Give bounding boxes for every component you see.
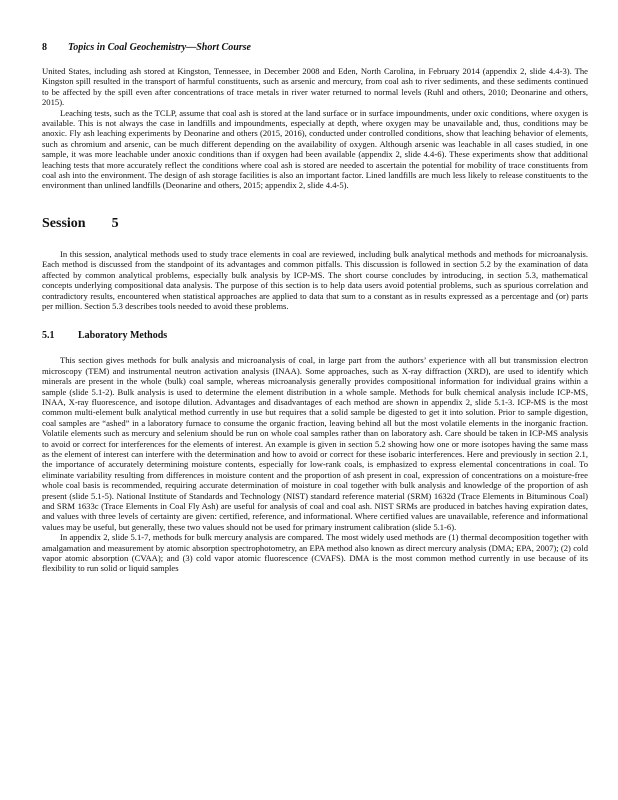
session-heading [42,216,588,232]
session-paragraph: In this session, analytical methods used to study trace elements in coal are reviewed, including bulk analytical methods and methods for microanalysis. Each method is discussed from the standpoint of its advantages and common pitfalls. This discussion is followed in section 5.2 by the examination of data affected by common analytical problems, especially bulk analysis by ICP-MS. The short course concludes by introducing, in section 5.3, mathematical concepts underlying compositional data analysis. The purpose of this section is to help data users avoid potential problems, such as spurious correlation and contradictory results, encountered when statistical approaches are applied to data that sum to a constant as in results expressed as a percentage and (or) parts per million. Section 5.3 describes tools needed to avoid these problems. [42,248,588,311]
section-paragraph-1: This section gives methods for bulk analysis and microanalysis of coal, in large part from the authors’ experience with all but transmission electron microscopy (TEM) and instrumental neutron activation analysis (INAA). Some approaches, such as X-ray diffraction (XRD), are used to identify which minerals are present in the whole (bulk) coal sample, whereas microanalysis generally provides compositional information for individual grains within a sample (slide 5.1-2). Bulk analysis is used to determine the element distribution in a whole sample. Methods for bulk chemical analysis include ICP-MS, INAA, X-ray fluorescence, and isotope dilution. Advantages and disadvantages of each method are shown in appendix 2, slide 5.1-3. ICP-MS is the most common multi-element bulk analytical method currently in use but requires that a solid sample be digested to get it into solution. Prior to sample digestion, coal samples are “ashed” in a laboratory furnace to consume the organic fraction, leaving behind all but the most volatile elements in the inorganic fraction. Volatile elements such as mercury and selenium should be run on whole coal samples rather than on laboratory ash. Care should be taken in ICP-MS analysis to avoid or correct for interferences for the elements of interest. An example is given in section 5.2 showing how one or more isotopes having the same mass as the element of interest can interfere with the determination and how to avoid or correct for these isobaric interferences. Here and previously in section 2.1, the importance of accurately determining moisture contents, especially for low-rank coals, is emphasized to express elemental concentrations in coal. To eliminate variability resulting from differences in moisture content and the proportion of ash present in coal, expression of concentrations on a moisture-free whole coal basis is recommended, requiring accurate determination of moisture in coal together with bulk analysis and knowledge of the proportion of ash present (slide 5.1-5). National Institute of Standards and Technology (NIST) standard reference material (SRM) 1632d (Trace Elements in Bituminous Coal) and SRM 1633c (Trace Elements in Coal Fly Ash) are useful for analysis of coal and coal ash. NIST SRMs are produced in batches having expiration dates, and values with three levels of certainty are given: certified, reference, and informational. Where certified values are unavailable, reference and informational values may be useful, but generally, these two values should not be used for primary instrument calibration (slide 5.1-6). [42,355,588,532]
section-number: 5.1 [42,330,55,342]
section-title: Laboratory Methods [78,330,168,342]
page-number: 8 [42,42,47,53]
section-paragraph-2: In appendix 2, slide 5.1-7, methods for bulk mercury analysis are compared. The most widely used methods are (1) thermal decomposition together with amalgamation and measurement by atomic absorption spectrophotometry, an EPA method also known as direct mercury analysis (DMA; EPA, 2007); (2) cold vapor atomic absorption (CVAA); and (3) cold vapor atomic fluorescence (CVAFS). DMA is the most common method currently in use because of its flexibility to run solid or liquid samples [42,532,588,574]
running-title: Topics in Coal Geochemistry—Short Course [68,42,251,53]
page-header [42,42,588,53]
document-page [42,42,588,574]
session-label: Session [42,215,86,231]
session-number: 5 [111,215,119,231]
section-heading [42,330,588,341]
intro-paragraph-1: United States, including ash stored at Kingston, Tennessee, in December 2008 and Eden, North Carolina, in February 2014 (appendix 2, slide 4.4-3). The Kingston spill resulted in the transport of harmful constituents, such as arsenic and mercury, from coal ash to river sediments, and these sediments continued to be affected by the spill even after concentrations of trace metals in river water returned to normal levels (Ruhl and others, 2010; Deonarine and others, 2015). [42,66,588,108]
intro-paragraph-2: Leaching tests, such as the TCLP, assume that coal ash is stored at the land surface or in surface impoundments, under oxic conditions, where oxygen is available. This is not always the case in landfills and impoundments, especially at depth, where oxygen may be unavailable and, thus, conditions may be anoxic. Fly ash leaching experiments by Deonarine and others (2015, 2016), conducted under controlled conditions, show that leaching behavior of elements, such as chromium and arsenic, can be much different depending on the availability of oxygen. Although arsenic was leachable in all cases studied, in one sample, it was more leachable under anoxic conditions than if oxygen had been available (appendix 2, slide 4.4-6). These experiments show that additional leaching tests that more accurately reflect the conditions where coal ash is stored are needed to ascertain the potential for mobility of trace constituents from coal ash into the environment. The design of ash storage facilities is also an important factor. Lined landfills are much less likely to release constituents to the environment than unlined landfills (Deonarine and others, 2015; appendix 2, slide 4.4-5). [42,107,588,191]
